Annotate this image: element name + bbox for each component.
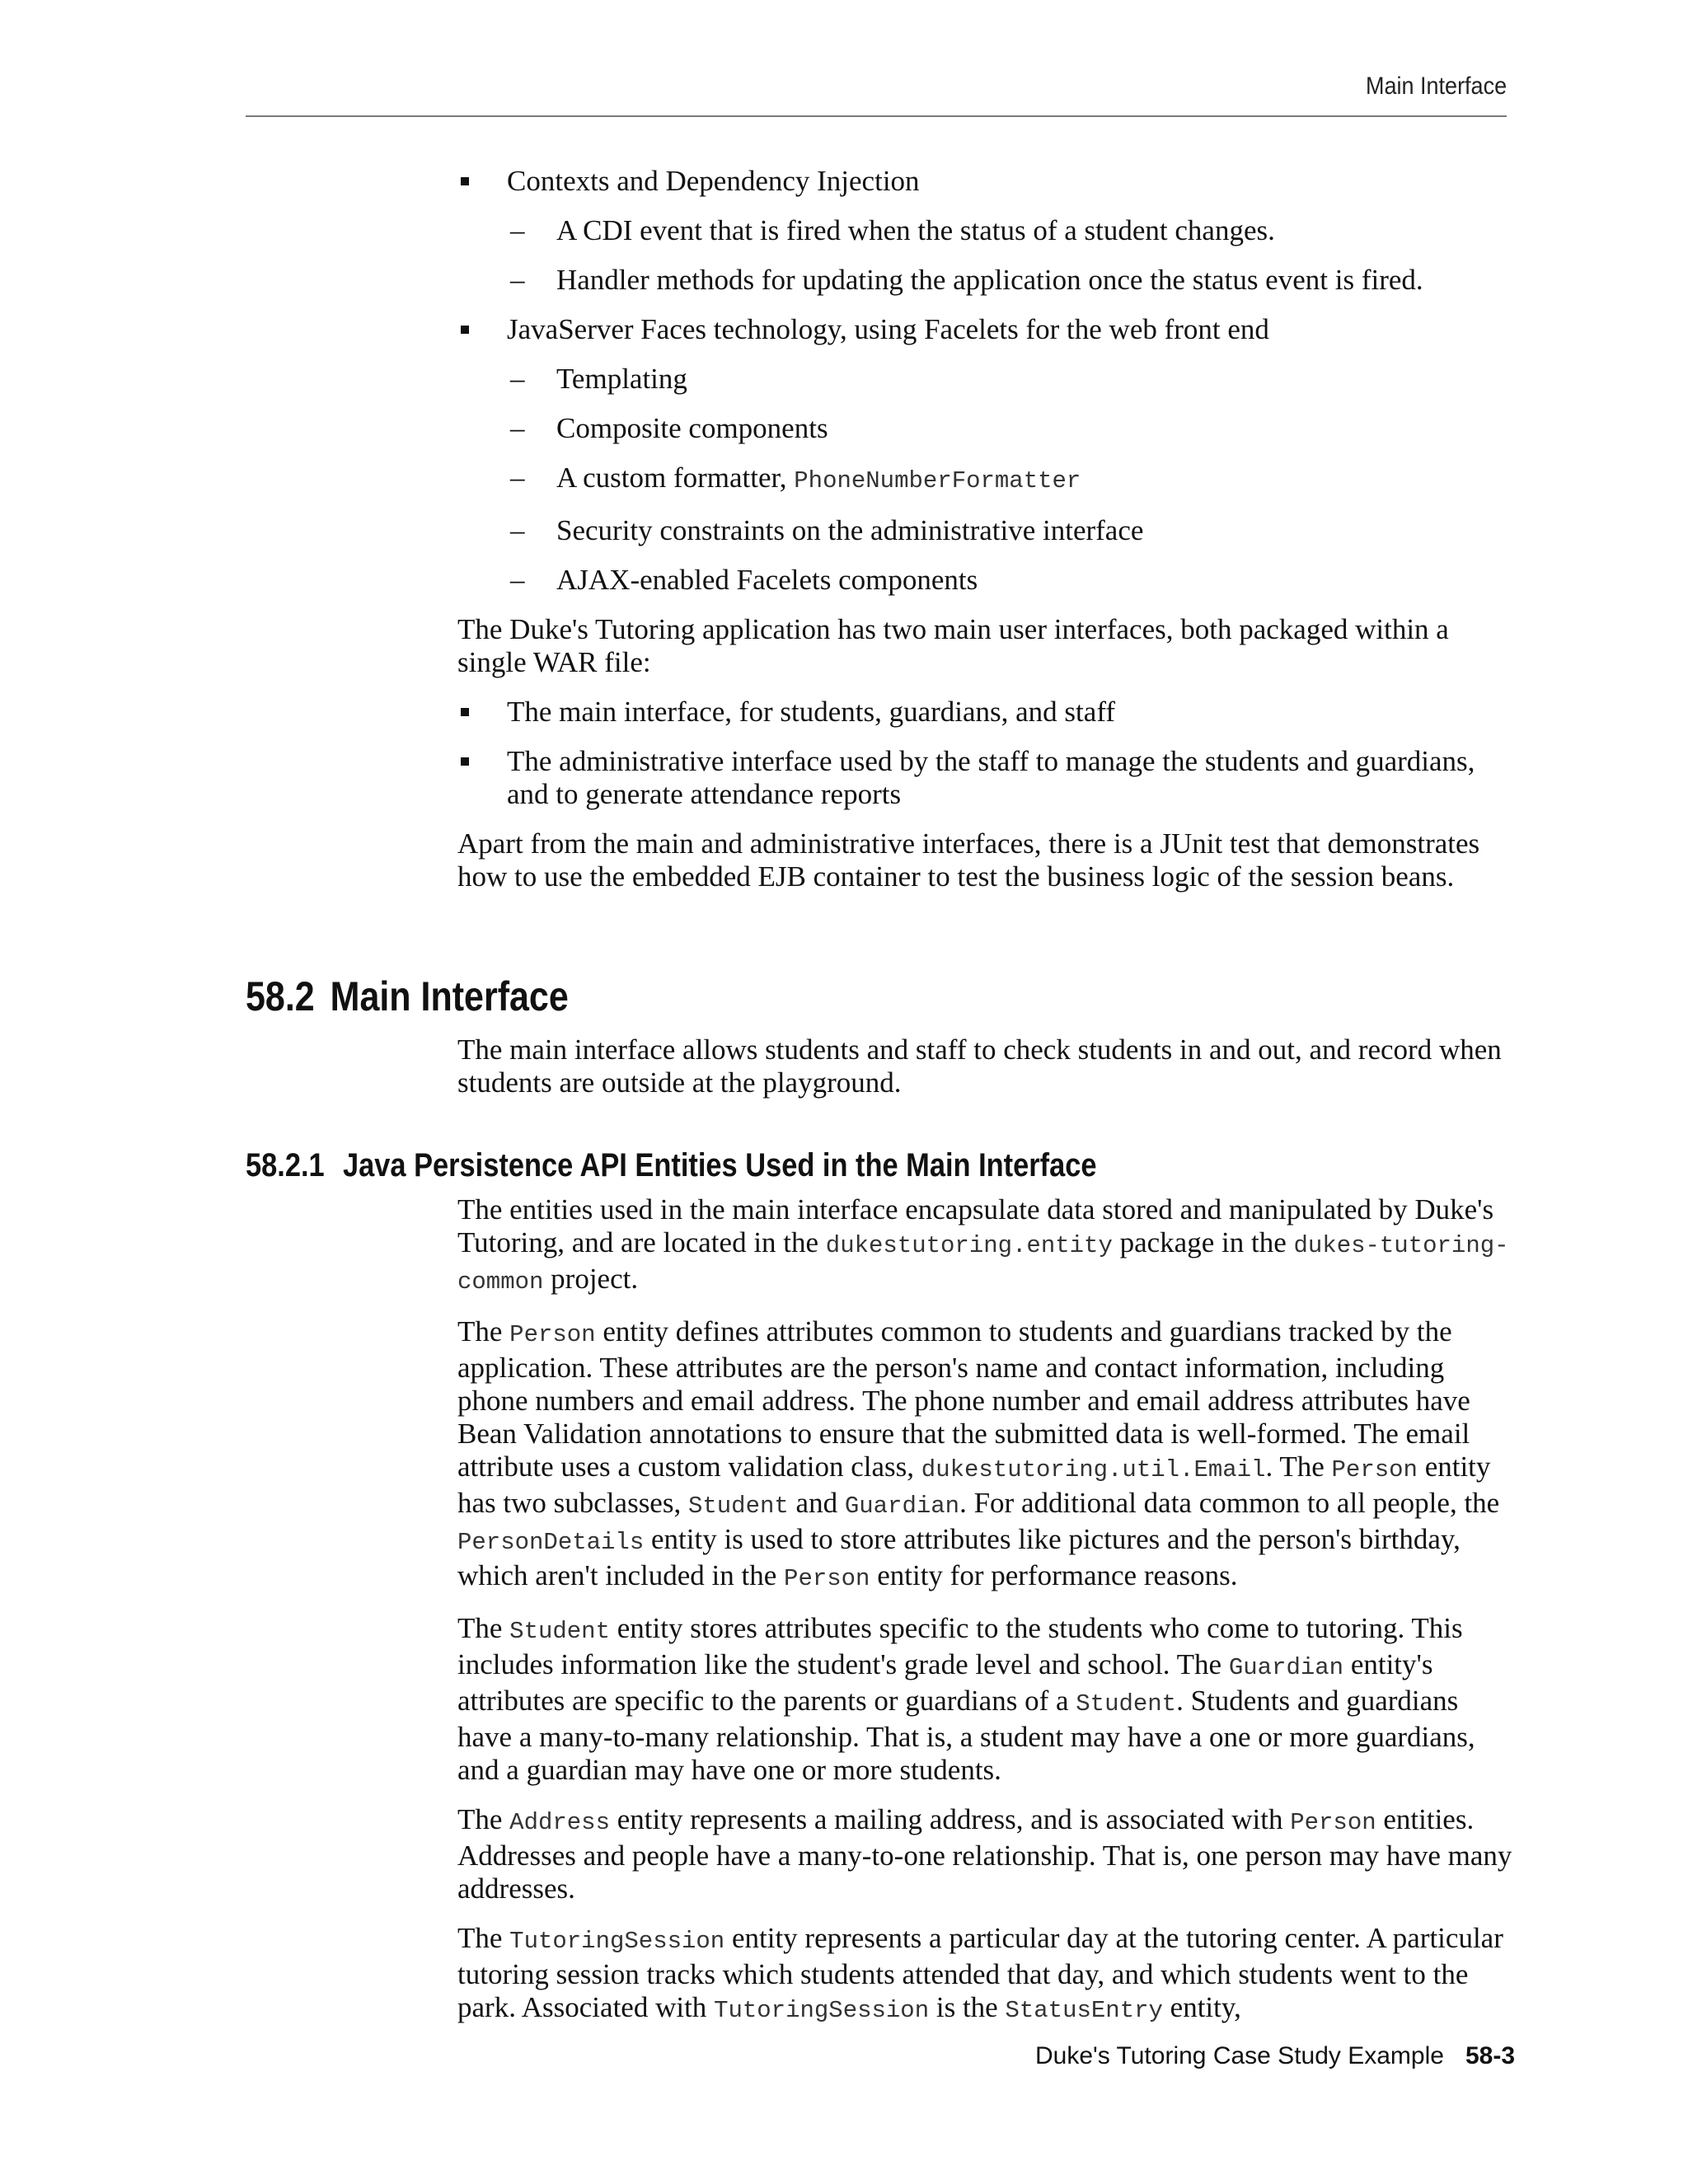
sub-list-item: – Templating: [510, 363, 687, 395]
jsf-sublist: [507, 363, 1512, 597]
cdi-sublist: [507, 214, 1512, 297]
sub-list-item: – Security constraints on the administrative interface: [510, 514, 1144, 546]
code-span: Address: [509, 1809, 610, 1836]
tutoring-session-paragraph: The TutoringSession entity represents a particular day at the tutoring center. A particular tutoring session tracks which students attended that day, and which students went to the park. Associated with TutoringSession is the StatusEntry entity,: [457, 1922, 1503, 2024]
list-item-label: Contexts and Dependency Injection: [507, 165, 920, 197]
running-header: [246, 73, 1507, 117]
dash-bullet-icon: –: [510, 214, 525, 246]
section-heading-58-2-1: [246, 1147, 1096, 1184]
square-bullet-icon: [461, 708, 469, 716]
list-item-cdi: [457, 165, 1512, 297]
section-58-2-1-content: [457, 1193, 1512, 2044]
square-bullet-icon: [461, 177, 469, 185]
code-span: Guardian: [1228, 1654, 1344, 1681]
sub-list-item: – A CDI event that is fired when the status of a student changes.: [510, 214, 1275, 246]
square-bullet-icon: [461, 757, 469, 766]
entities-paragraph: The entities used in the main interface encapsulate data stored and manipulated by Duke's Tutoring, and are located in the dukestutoring.entity package in the dukes-tutoring-common project.: [457, 1193, 1509, 1296]
dash-bullet-icon: –: [510, 564, 525, 596]
code-span: Guardian: [844, 1493, 960, 1520]
sub-list-item: – AJAX-enabled Facelets components: [510, 564, 978, 596]
code-span: dukestutoring.util.Email: [921, 1456, 1266, 1483]
dash-bullet-icon: –: [510, 264, 525, 296]
junit-paragraph: Apart from the main and administrative interfaces, there is a JUnit test that demonstrates how to use the embedded EJB container to test the business logic of the session beans.: [457, 827, 1480, 893]
section-number: 58.2.1: [246, 1147, 325, 1183]
section-title: Main Interface: [330, 973, 569, 1019]
interfaces-list: [457, 696, 1512, 811]
code-span: Person: [1290, 1809, 1376, 1836]
code-phone-number-formatter: PhoneNumberFormatter: [794, 467, 1081, 494]
code-span: Student: [1076, 1690, 1177, 1718]
code-span: Person: [1331, 1456, 1418, 1483]
code-span: Person: [509, 1321, 596, 1348]
dash-bullet-icon: –: [510, 412, 525, 444]
section-heading-58-2: [246, 972, 569, 1020]
list-item: The main interface, for students, guardians, and staff: [457, 696, 1512, 729]
footer-page-number: 58-3: [1465, 2042, 1515, 2069]
sub-list-item: – Composite components: [510, 412, 828, 444]
dash-bullet-icon: –: [510, 514, 525, 546]
feature-list: [457, 165, 1512, 597]
code-span: Student: [509, 1618, 610, 1645]
intro-content: [457, 165, 1512, 893]
section-58-2-content: [457, 1033, 1512, 1099]
page-footer: [1035, 2042, 1515, 2070]
sub-list-item: – A custom formatter, PhoneNumberFormatter: [510, 462, 1081, 494]
section-title: Java Persistence API Entities Used in the Main Interface: [343, 1147, 1097, 1183]
code-span: dukestutoring.entity: [825, 1232, 1113, 1259]
code-span: Student: [687, 1493, 789, 1520]
main-interface-paragraph: The main interface allows students and staff to check students in and out, and record when students are outside at the playground.: [457, 1033, 1502, 1099]
war-paragraph: The Duke's Tutoring application has two main user interfaces, both packaged within a single WAR file:: [457, 613, 1449, 678]
code-span: Person: [784, 1565, 870, 1592]
section-number: 58.2: [246, 973, 315, 1019]
dash-bullet-icon: –: [510, 462, 525, 494]
code-span: TutoringSession: [509, 1928, 725, 1955]
person-paragraph: The Person entity defines attributes common to students and guardians tracked by the application. These attributes are the person's name and contact information, including phone numbers and email address. The phone number and email address attributes have Bean Validation annotations to ensure that the submitted data is well-formed. The email attribute uses a custom validation class, dukestutoring.util.Email. The Person entity has two subclasses, Student and Guardian. For additional data common to all people, the PersonDetails entity is used to store attributes like pictures and the person's birthday, which aren't included in the Person entity for performance reasons.: [457, 1315, 1500, 1592]
address-paragraph: The Address entity represents a mailing address, and is associated with Person entities. Addresses and people have a many-to-one relationship. That is, one person may have many addresses.: [457, 1803, 1512, 1905]
dash-bullet-icon: –: [510, 363, 525, 395]
code-span: PersonDetails: [457, 1529, 645, 1556]
code-span: StatusEntry: [1005, 1997, 1163, 2024]
code-span: TutoringSession: [714, 1997, 930, 2024]
sub-list-item: – Handler methods for updating the application once the status event is fired.: [510, 264, 1423, 296]
square-bullet-icon: [461, 326, 469, 334]
footer-book-title: Duke's Tutoring Case Study Example: [1034, 2042, 1444, 2069]
list-item-jsf: [457, 313, 1512, 597]
running-header-title: Main Interface: [1365, 73, 1507, 100]
list-item: The administrative interface used by the staff to manage the students and guardians, and to generate attendance reports: [457, 745, 1512, 811]
list-item-label: JavaServer Faces technology, using Facelets for the web front end: [507, 313, 1269, 345]
student-paragraph: The Student entity stores attributes specific to the students who come to tutoring. This includes information like the student's grade level and school. The Guardian entity's attributes are specific to the parents or guardians of a Student. Students and guardians have a many-to-many relationship. That is, a student may have a one or more guardians, and a guardian may have one or more students.: [457, 1612, 1475, 1786]
code-span: dukes-tutoring-common: [457, 1232, 1509, 1296]
